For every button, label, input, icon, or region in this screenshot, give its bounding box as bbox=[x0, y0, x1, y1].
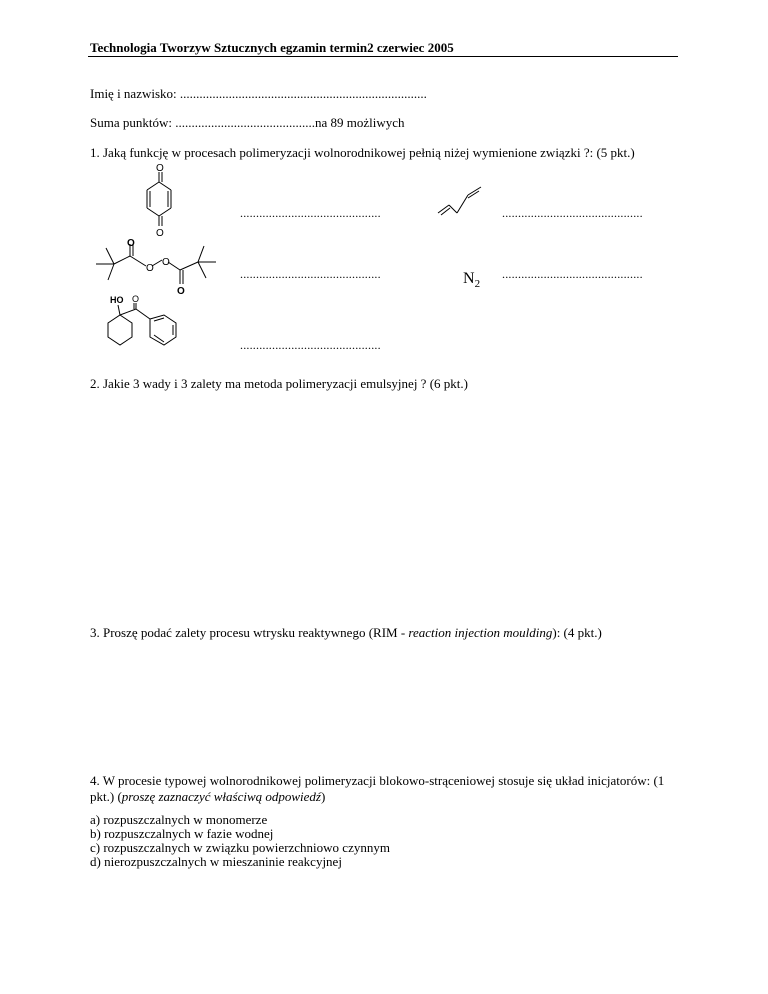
atom-label-ho: HO bbox=[110, 295, 124, 305]
atom-label-o: O bbox=[162, 257, 170, 268]
atom-label-o: O bbox=[156, 163, 164, 174]
answer-option-c[interactable]: c) rozpuszczalnych w związku powierzchniowo czynnym bbox=[90, 840, 390, 855]
benzoquinone-structure bbox=[135, 160, 185, 240]
question-4-text: 4. W procesie typowej wolnorodnikowej polimeryzacji blokowo-strąceniowej stosuje się układ inicjatorów: (1 pkt.) (proszę zaznaczyć właściwą odpowiedź) bbox=[90, 773, 665, 804]
header-rule bbox=[88, 56, 678, 57]
answer-blank-peroxide[interactable]: ............................................ bbox=[240, 267, 381, 281]
atom-label-o: O bbox=[156, 228, 164, 239]
page-header-title: Technologia Tworzyw Sztucznych egzamin termin2 czerwiec 2005 bbox=[90, 40, 454, 55]
nitrogen-formula: $N_2$ bbox=[463, 270, 481, 291]
answer-option-d[interactable]: d) nierozpuszczalnych w mieszaninie reakcyjnej bbox=[90, 854, 342, 869]
question-3-text: 3. Proszę podać zalety procesu wtrysku reaktywnego (RIM - reaction injection moulding): (4 pkt.) bbox=[90, 625, 602, 640]
answer-option-b[interactable]: b) rozpuszczalnych w fazie wodnej bbox=[90, 826, 274, 841]
answer-blank-benzoquinone[interactable]: ............................................ bbox=[240, 206, 381, 220]
peroxide-structure bbox=[92, 238, 232, 300]
points-field-line[interactable]: Suma punktów: ...........................................na 89 możliwych bbox=[90, 115, 405, 130]
question-1-text: 1. Jaką funkcję w procesach polimeryzacji wolnorodnikowej pełnią niżej wymienione związki ?: (5 pkt.) bbox=[90, 145, 635, 160]
atom-label-o: O bbox=[177, 286, 185, 297]
atom-label-o: O bbox=[132, 294, 140, 304]
answer-blank-hydroxyketone[interactable]: ............................................ bbox=[240, 338, 381, 352]
atom-label-o: O bbox=[146, 263, 154, 274]
butadiene-structure bbox=[435, 183, 485, 218]
answer-blank-butadiene[interactable]: ............................................ bbox=[502, 206, 643, 220]
answer-blank-nitrogen[interactable]: ............................................ bbox=[502, 267, 643, 281]
answer-option-a[interactable]: a) rozpuszczalnych w monomerze bbox=[90, 812, 268, 827]
hydroxyketone-structure bbox=[88, 293, 188, 355]
question-2-text: 2. Jakie 3 wady i 3 zalety ma metoda polimeryzacji emulsyjnej ? (6 pkt.) bbox=[90, 376, 468, 391]
name-field-line[interactable]: Imię i nazwisko: ............................................................................ bbox=[90, 86, 427, 101]
atom-label-o: O bbox=[127, 238, 135, 249]
